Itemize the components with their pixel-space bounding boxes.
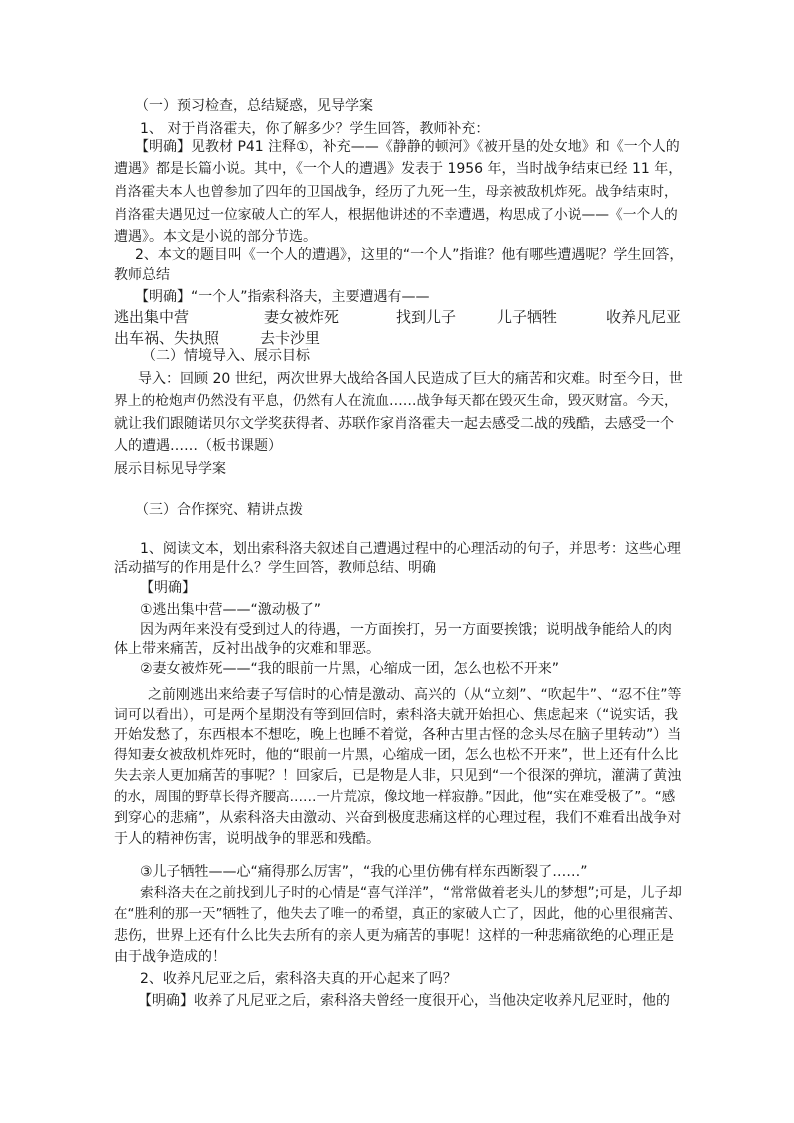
encounter-item: 找到儿子 [396,308,457,326]
paragraph-line: 【明确】收养了凡尼亚之后，索科洛夫曾经一度很开心，当他决定收养凡尼亚时，他的 [138,993,670,1009]
question-4: 2、收养凡尼亚之后，索科洛夫真的开心起来了吗？ [140,971,457,987]
paragraph-line: 【明确】见教材 P41 注释①，补充——《静静的顿河》《被开垦的处女地》和《一个人的 [135,139,680,155]
question-3: 1、阅读文本，划出索科洛夫叙述自己遭遇过程中的心理活动的句子，并思考：这些心理 [140,541,681,557]
section-heading-2: （二）情境导入、展示目标 [142,348,310,364]
paragraph-line: 索科洛夫在之前找到儿子时的心情是“喜气洋洋”，“常常做着老头儿的梦想”;可是，儿子却 [140,885,682,901]
paragraph-line: 在“胜利的那一天”牺牲了，他失去了唯一的希望，真正的家破人亡了，因此，他的心里很痛苦、 [114,906,682,922]
encounter-item: 出车祸、失执照 [114,329,220,347]
paragraph-line: 展示目标见导学案 [114,461,226,477]
paragraph-line: 就让我们跟随诺贝尔文学奖获得者、苏联作家肖洛霍夫一起去感受二战的残酷，去感受一个 [114,416,674,432]
encounter-item: 妻女被炸死 [264,308,340,326]
section-heading-1: （一）预习检查，总结疑惑，见导学案 [135,98,373,114]
paragraph-line: 到穿心的悲痛”，从索科洛夫由激动、兴奋到极度悲痛这样的心理过程，我们不难看出战争对 [114,810,682,826]
encounter-item: 收养凡尼亚 [606,308,682,326]
paragraph-line: 词可以看出），可是两个星期没有等到回信时，索科洛夫就开始担心、焦虑起来（“说实话，我 [114,707,679,723]
encounter-item: 儿子牺牲 [497,308,558,326]
paragraph-line: 的水，周围的野草长得齐腰高……一片荒凉，像坟地一样寂静。”因此，他“实在难受极了”。“感 [114,789,676,805]
paragraph-line: 得知妻女被敌机炸死时，他的“眼前一片黑，心缩成一团，怎么也松不开来”，世上还有什么比 [114,747,679,763]
paragraph-line: 开始发愁了，东西根本不想吃，晚上也睡不着觉，各种古里古怪的念头尽在脑子里转动”）当 [114,727,682,743]
paragraph-line: 人的遭遇……（板书课题） [114,438,282,454]
paragraph-line: 体上带来痛苦，反衬出战争的灾难和罪恶。 [114,641,380,657]
paragraph-line: 教师总结 [114,267,170,283]
answer-label: 【明确】 [140,580,196,596]
paragraph-line: 遭遇》。本文是小说的部分节选。 [114,229,317,245]
paragraph-line: 之前刚逃出来给妻子写信时的心情是激动、高兴的（从“立刻”、“吹起牛”、“忍不住”等 [148,687,682,703]
paragraph-line: ①逃出集中营——“激动极了” [140,602,322,618]
paragraph-line: ③儿子牺牲——心“痛得那么厉害”，“我的心里仿佛有样东西断裂了……” [140,864,588,880]
paragraph-line: 导入：回顾 20 世纪，两次世界大战给各国人民造成了巨大的痛苦和灾难。时至今日，世 [138,371,683,387]
encounter-item: 逃出集中营 [114,308,190,326]
section-heading-3: （三）合作探究、精讲点拨 [135,502,303,518]
paragraph-line: 失去亲人更加痛苦的事呢？！回家后，已是物是人非，只见到“一个很深的弹坑，灌满了黄浊 [114,768,682,784]
question-2: 2、本文的题目叫《一个人的遭遇》，这里的“一个人”指谁？他有哪些遭遇呢？学生回答， [135,247,684,263]
paragraph-line: 遭遇》都是长篇小说。其中，《一个人的遭遇》发表于 1956 年，当时战争结束已经 11 年， [114,161,683,177]
paragraph-line: 肖洛霍夫本人也曾参加了四年的卫国战争，经历了九死一生，母亲被敌机炸死。战争结束时， [114,184,678,200]
paragraph-line: 活动描写的作用是什么？学生回答，教师总结、明确 [114,560,436,576]
question-1: 1、 对于肖洛霍夫，你了解多少？学生回答，教师补充： [140,121,490,137]
paragraph-line: 于人的精神伤害，说明战争的罪恶和残酷。 [114,831,380,847]
paragraph-line: 悲伤，世界上还有什么比失去所有的亲人更为痛苦的事呢！这样的一种悲痛欲绝的心理正是 [114,928,674,944]
paragraph-line: 界上的枪炮声仍然没有平息，仍然有人在流血……战争每天都在毁灭生命，毁灭财富。今天， [114,393,678,409]
paragraph-line: 【明确】“一个人”指索科洛夫，主要遭遇有—— [135,289,430,305]
paragraph-line: 因为两年来没有受到过人的待遇，一方面挨打，另一方面要挨饿；说明战争能给人的肉 [140,622,672,638]
paragraph-line: ②妻女被炸死——“我的眼前一片黑，心缩成一团，怎么也松不开来” [140,661,560,677]
paragraph-line: 肖洛霍夫遇见过一位家破人亡的军人，根据他讲述的不幸遭遇，构思成了小说——《一个人的 [114,207,678,223]
paragraph-line: 由于战争造成的！ [114,949,226,965]
encounter-item: 去卡沙里 [260,329,321,347]
